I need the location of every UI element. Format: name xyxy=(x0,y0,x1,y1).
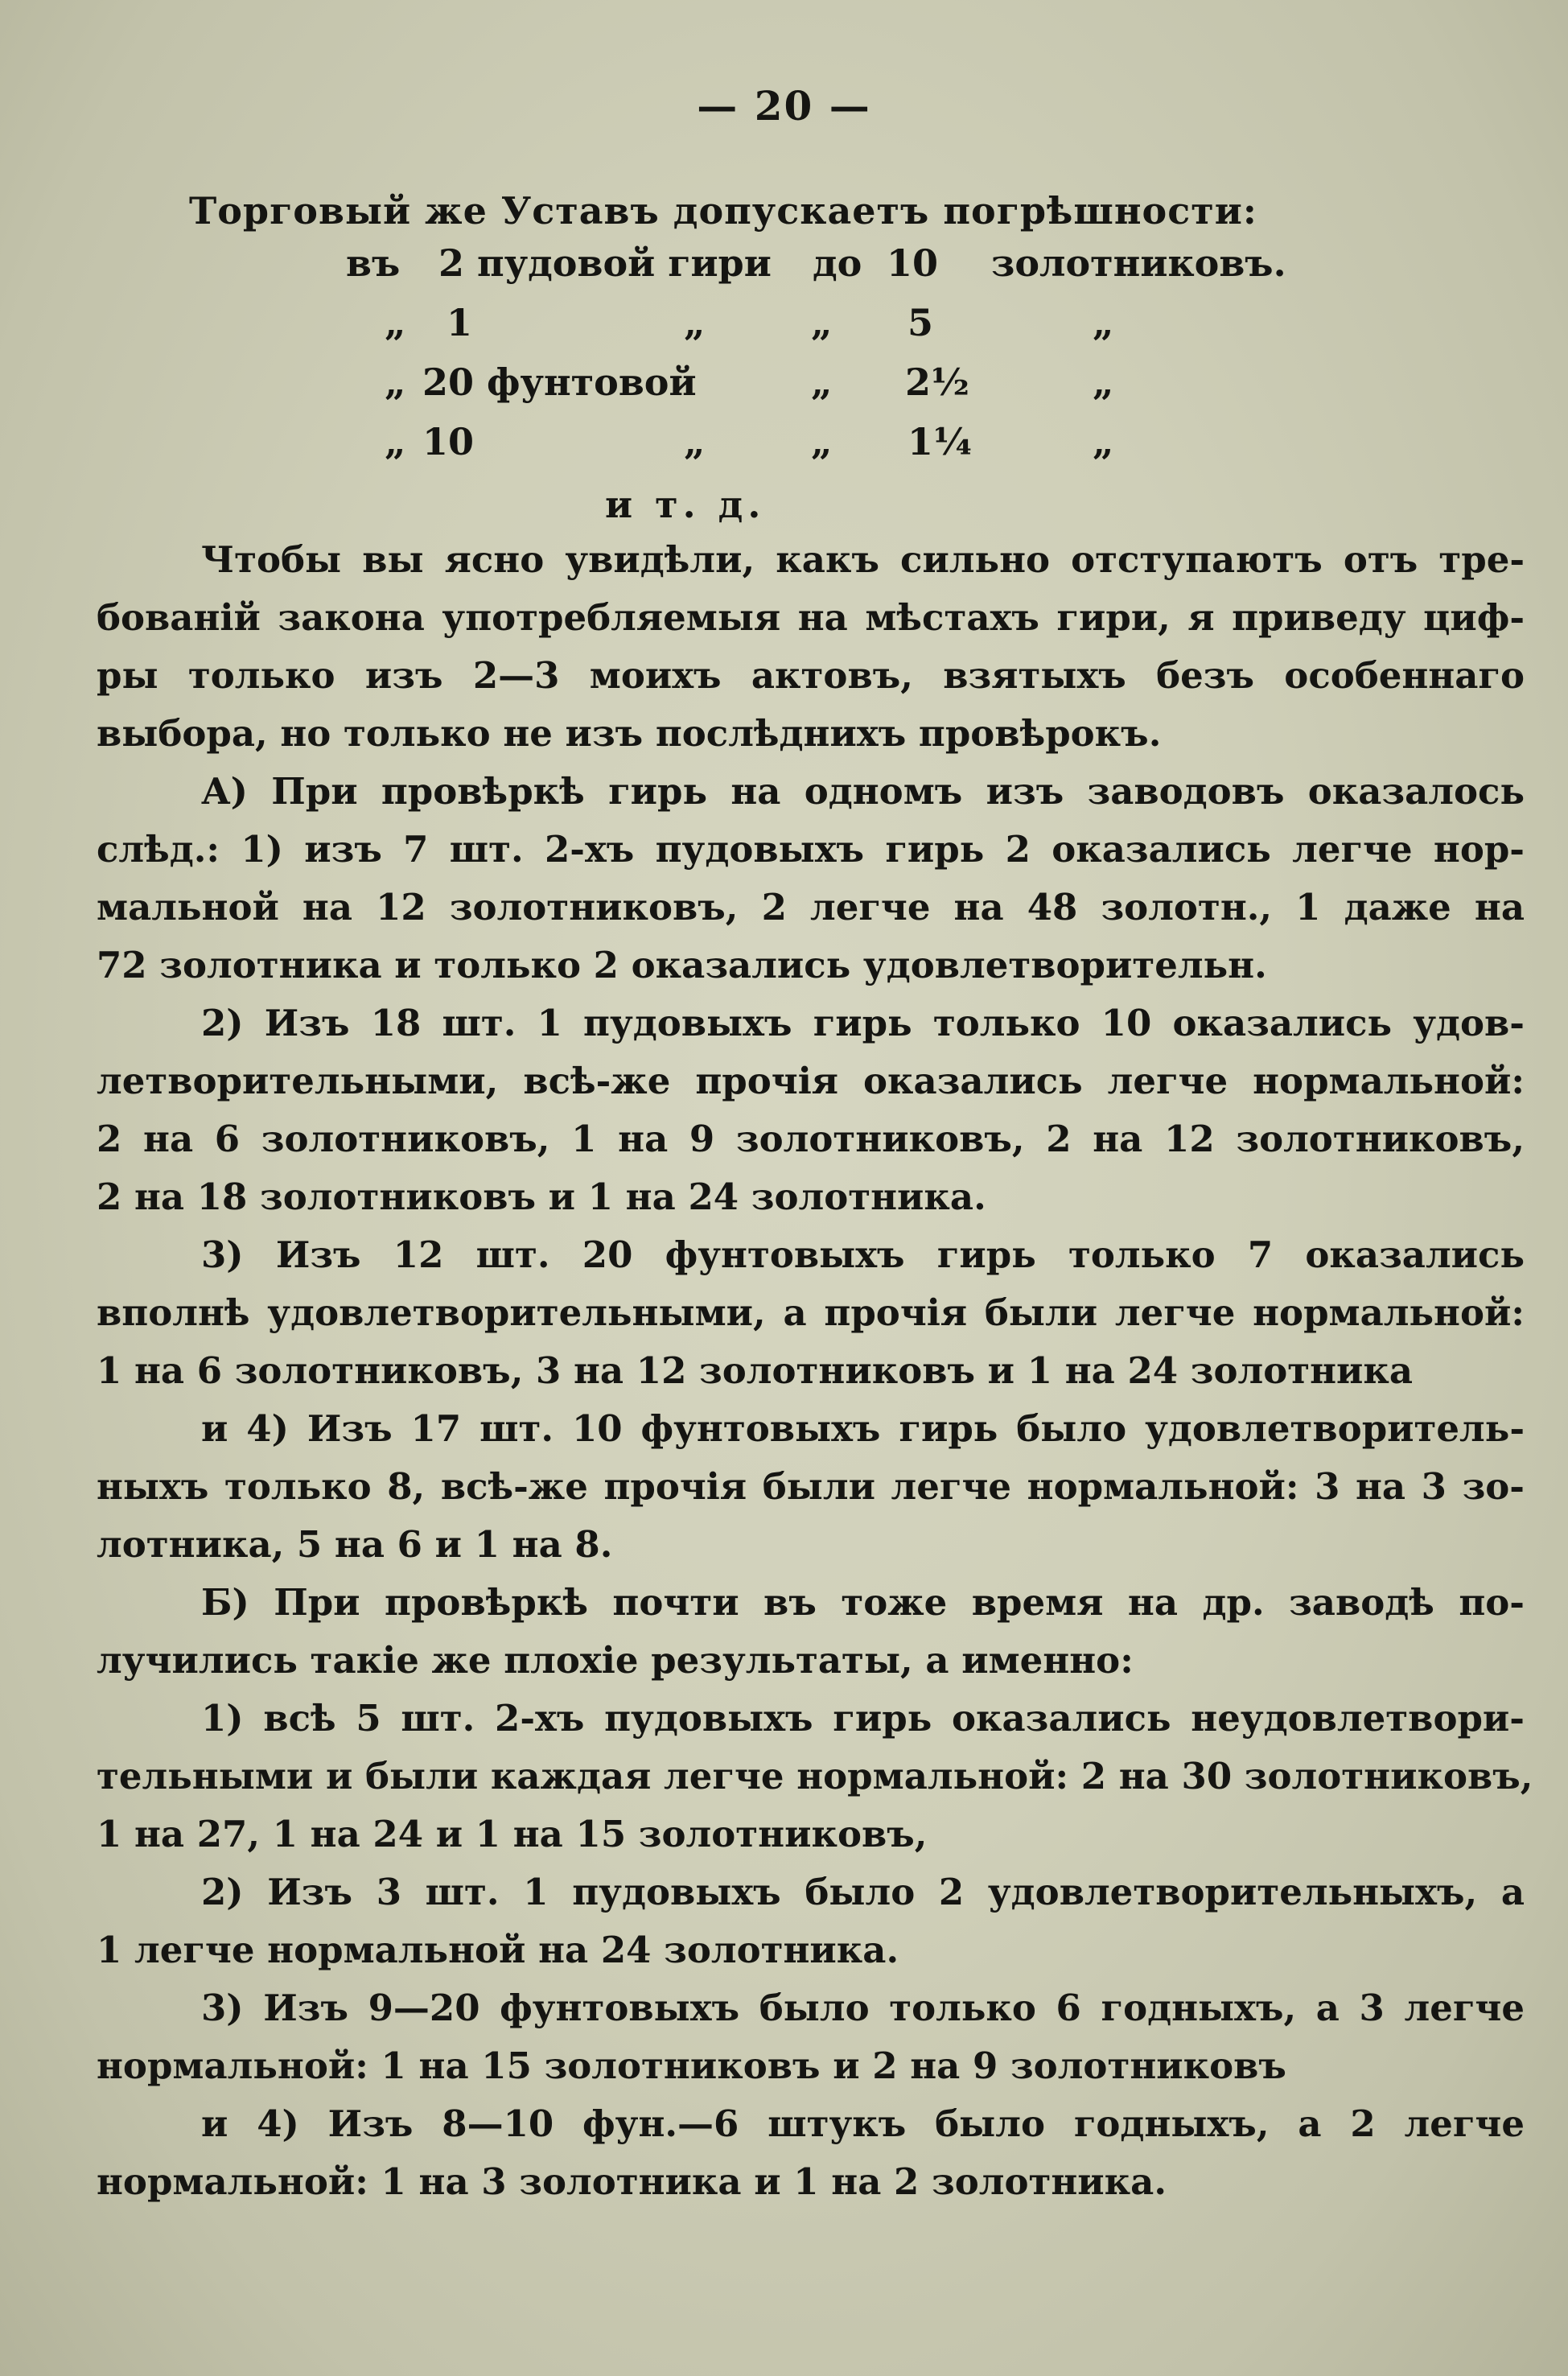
paragraph-line: 2 на 6 золотниковъ, 1 на 9 золотниковъ, 2 на 12 золотниковъ, xyxy=(97,1118,1525,1160)
paragraph-line: лучились такіе же плохіе результаты, а именно: xyxy=(97,1639,1134,1682)
paragraph-line: летворительными, всѣ-же прочія оказались легче нормальной: xyxy=(97,1060,1525,1102)
paragraph xyxy=(97,763,1525,994)
tolerance-row-3-unit: „ xyxy=(1093,420,1114,463)
tolerance-row-2-value: 2½ xyxy=(905,360,969,404)
tolerance-row-1-weight: 1 xyxy=(447,301,473,344)
tolerance-row-1-prep: „ xyxy=(385,301,406,344)
tolerance-row-1-upto: „ xyxy=(811,301,833,344)
paragraph-line: тельными и были каждая легче нормальной: 2 на 30 золотниковъ, xyxy=(97,1755,1533,1797)
paragraph-line: нормальной: 1 на 3 золотника и 1 на 2 золотника. xyxy=(97,2160,1167,2203)
paragraph xyxy=(97,1979,1525,2095)
paragraph-line: 1 на 6 золотниковъ, 3 на 12 золотниковъ и 1 на 24 золотника xyxy=(97,1349,1414,1392)
tolerance-row-1-unit: „ xyxy=(1093,301,1114,344)
tolerance-row-0-unit: золотниковъ. xyxy=(991,241,1286,285)
paragraph xyxy=(97,2095,1525,2211)
paragraph xyxy=(97,1226,1525,1400)
paragraph-line: выбора, но только не изъ послѣднихъ провѣрокъ. xyxy=(97,712,1162,755)
tolerance-row-2-prep: „ xyxy=(385,360,406,404)
paragraph-line: ры только изъ 2—3 моихъ актовъ, взятыхъ безъ особеннаго xyxy=(97,654,1525,697)
paragraph xyxy=(97,1690,1533,1863)
tolerance-row-2-weight: 20 фунтовой xyxy=(422,360,697,404)
tolerance-row-3-value: 1¼ xyxy=(907,420,972,463)
tolerance-row-1-value: 5 xyxy=(907,301,934,344)
tolerance-row-3-upto: „ xyxy=(811,420,833,463)
body-text xyxy=(97,531,1533,2211)
tolerance-row-3-mid: „ xyxy=(684,420,706,463)
paragraph-line: и 4) Изъ 8—10 фун.—6 штукъ было годныхъ, а 2 легче xyxy=(201,2102,1525,2145)
tolerance-row-2-unit: „ xyxy=(1093,360,1114,404)
paragraph xyxy=(97,1400,1525,1574)
intro-line: Торговый же Уставъ допускаетъ погрѣшности: xyxy=(189,189,1257,233)
paragraph-line: Чтобы вы ясно увидѣли, какъ сильно отступаютъ отъ тре- xyxy=(201,538,1525,581)
paragraph-line: 1) всѣ 5 шт. 2-хъ пудовыхъ гирь оказались неудовлетвори- xyxy=(201,1697,1525,1740)
paragraph-line: 1 легче нормальной на 24 золотника. xyxy=(97,1929,899,1971)
paragraph-line: слѣд.: 1) изъ 7 шт. 2-хъ пудовыхъ гирь 2 оказались легче нор- xyxy=(97,828,1525,871)
paragraph-line: бованій закона употребляемыя на мѣстахъ гири, я приведу циф- xyxy=(97,596,1525,639)
paragraph-line: 2) Изъ 18 шт. 1 пудовыхъ гирь только 10 оказались удов- xyxy=(201,1002,1525,1044)
tolerance-row-3-prep: „ xyxy=(385,420,406,463)
page-number: — 20 — xyxy=(697,82,871,130)
paragraph-line: 2 на 18 золотниковъ и 1 на 24 золотника. xyxy=(97,1176,986,1218)
paragraph-line: лотника, 5 на 6 и 1 на 8. xyxy=(97,1523,613,1566)
tolerance-row-0-value: 10 xyxy=(887,241,939,285)
tolerance-row-1-mid: „ xyxy=(684,301,706,344)
paragraph-line: вполнѣ удовлетворительными, а прочія были легче нормальной: xyxy=(97,1291,1525,1334)
paragraph-line: и 4) Изъ 17 шт. 10 фунтовыхъ гирь было удовлетворитель- xyxy=(201,1407,1525,1450)
paragraph-line: 2) Изъ 3 шт. 1 пудовыхъ было 2 удовлетворительныхъ, а xyxy=(201,1871,1525,1913)
paragraph xyxy=(97,994,1525,1226)
paragraph-line: А) При провѣркѣ гирь на одномъ изъ заводовъ оказалось xyxy=(201,770,1525,813)
paragraph-line: 72 золотника и только 2 оказались удовлетворительн. xyxy=(97,944,1267,986)
paragraph xyxy=(97,1574,1525,1690)
paragraph-line: 3) Изъ 12 шт. 20 фунтовыхъ гирь только 7 оказались xyxy=(201,1233,1525,1276)
paragraph-line: мальной на 12 золотниковъ, 2 легче на 48 золотн., 1 даже на xyxy=(97,886,1525,929)
tolerance-row-3-weight: 10 xyxy=(422,420,475,463)
tolerance-row-0-weight: 2 пудовой гири xyxy=(438,241,772,285)
paragraph xyxy=(97,531,1525,763)
paragraph xyxy=(97,1863,1525,1979)
paragraph-line: ныхъ только 8, всѣ-же прочія были легче нормальной: 3 на 3 зо- xyxy=(97,1465,1525,1508)
paragraph-line: Б) При провѣркѣ почти въ тоже время на др. заводѣ по- xyxy=(201,1581,1525,1624)
paragraph-line: 1 на 27, 1 на 24 и 1 на 15 золотниковъ, xyxy=(97,1813,928,1855)
etc-label: и т. д. xyxy=(605,483,766,526)
tolerance-row-0-prep: въ xyxy=(346,241,401,285)
tolerance-row-0-upto: до xyxy=(813,241,862,285)
paragraph-line: нормальной: 1 на 15 золотниковъ и 2 на 9 золотниковъ xyxy=(97,2045,1286,2087)
tolerance-row-2-upto: „ xyxy=(811,360,833,404)
paragraph-line: 3) Изъ 9—20 фунтовыхъ было только 6 годныхъ, а 3 легче xyxy=(201,1987,1525,2029)
